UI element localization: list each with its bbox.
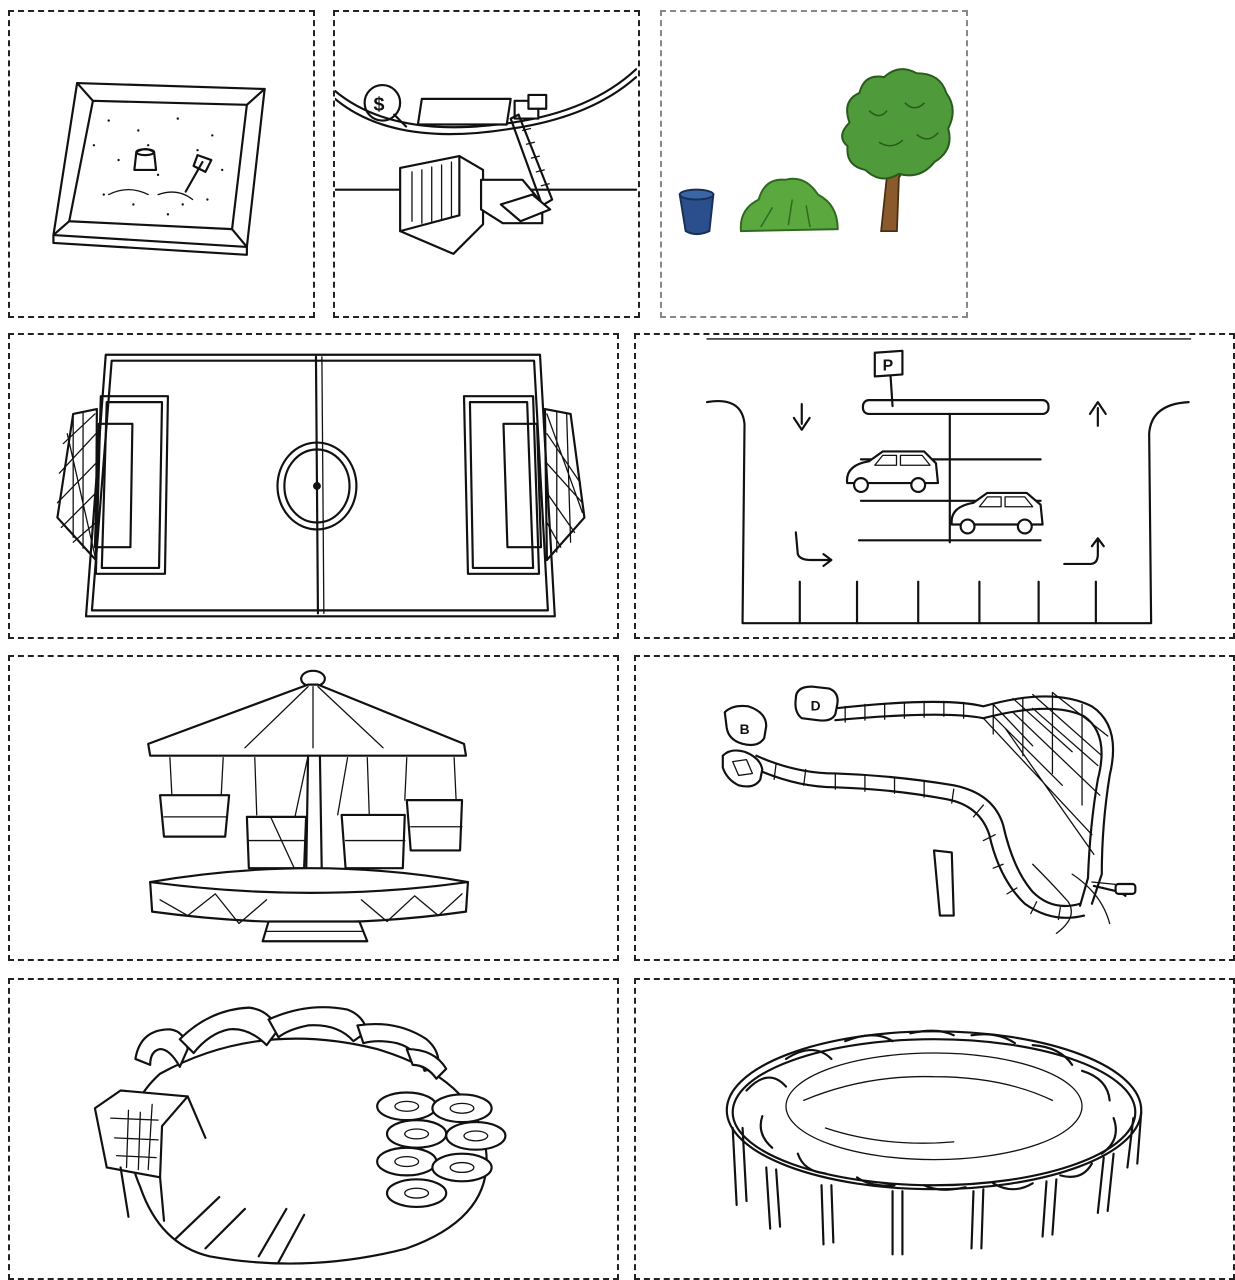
crane-icon	[335, 12, 638, 316]
soccer-field-icon	[10, 335, 617, 637]
tire-playground-card[interactable]	[8, 978, 619, 1280]
trampoline-icon	[636, 980, 1233, 1278]
trash-bush-tree-card[interactable]	[660, 10, 968, 318]
sandbox-icon	[10, 12, 313, 316]
coaster-car-d-text: D	[810, 697, 821, 714]
swing-carousel-card[interactable]	[8, 655, 619, 961]
construction-crane-card[interactable]	[333, 10, 640, 318]
parking-lot-card[interactable]	[634, 333, 1235, 639]
coaster-car-b-text: B	[739, 720, 750, 737]
crane-sign-text: $	[373, 93, 385, 116]
roller-coaster-icon	[636, 657, 1233, 959]
tire-playground-icon	[10, 980, 617, 1278]
carousel-icon	[10, 657, 617, 959]
sandbox-card[interactable]	[8, 10, 315, 318]
tree-icon	[662, 12, 966, 316]
roller-coaster-card[interactable]	[634, 655, 1235, 961]
parking-sign-text: P	[882, 357, 894, 375]
trampoline-card[interactable]	[634, 978, 1235, 1280]
soccer-field-card[interactable]	[8, 333, 619, 639]
parking-lot-icon	[636, 335, 1233, 637]
